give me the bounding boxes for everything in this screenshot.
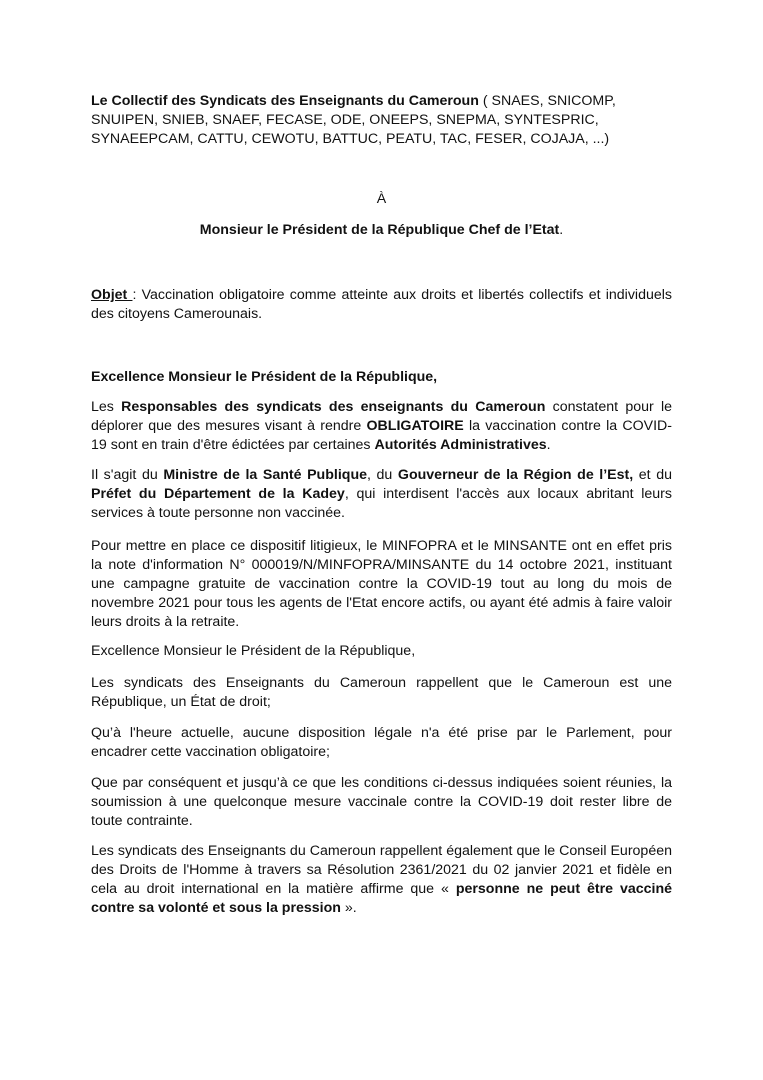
paragraph-6: Qu’à l'heure actuelle, aucune disposition légale n'a été prise par le Parlement, pour encadrer cette vaccination obligatoire; [91, 725, 672, 760]
p2-text-a: Il s'agit du [91, 467, 164, 483]
subject-line [91, 286, 672, 324]
p1-text-a: Les [91, 399, 122, 415]
p1-text-e: la vaccination contre la COVID-19 sont en train d'être édictées par certaines [91, 418, 672, 453]
p8-bold-quote: personne ne peut être vacciné contre sa volonté et sous la pression [91, 881, 673, 916]
paragraph-7: Que par conséquent et jusqu’à ce que les conditions ci-dessus indiquées soient réunies, la soumission à une quelconque mesure vaccinale contre la COVID-19 doit rester libre de toute contrainte. [91, 775, 672, 829]
paragraph-4: Excellence Monsieur le Président de la République, [91, 643, 416, 659]
p2-bold-d: Gouverneur de la Région de l’Est, [397, 467, 634, 483]
p2-text-g: , qui interdisent l'accès aux locaux abritant leurs services à toute personne non vaccinée. [91, 486, 673, 521]
subject-colon: : [132, 287, 137, 303]
recipient-title: Monsieur le Président de la République Chef de l’Etat [199, 222, 560, 238]
p2-bold-f: Préfet du Département de la Kadey [91, 486, 345, 502]
recipient-to: À [376, 191, 387, 207]
paragraph-2 [91, 466, 672, 523]
sender-header [91, 92, 672, 149]
paragraph-5: Les syndicats des Enseignants du Cameroun rappellent que le Cameroun est une République, un État de droit; [91, 675, 672, 710]
salutation-text: Excellence Monsieur le Président de la République, [91, 369, 438, 385]
paragraph-8 [91, 842, 672, 918]
p2-text-c: , du [367, 467, 398, 483]
p1-text-c: constatent pour le déplorer que des mesures visant à rendre [91, 399, 672, 434]
p2-bold-b: Ministre de la Santé Publique [163, 467, 368, 483]
p1-bold-d: OBLIGATOIRE [366, 418, 464, 434]
p2-text-e: et du [633, 467, 672, 483]
subject-label: Objet [91, 287, 133, 303]
p8-text-a: Les syndicats des Enseignants du Cameroun rappellent également que le Conseil Européen des Droits de l'Homme à travers sa Résolution 2361/2021 du 02 janvier 2021 et fidèle en cela au droit international en la matière affirme que « [91, 843, 672, 897]
recipient-period: . [559, 222, 564, 238]
sender-org-members: ( SNAES, SNICOMP, SNUIPEN, SNIEB, SNAEF, FECASE, ODE, ONEEPS, SNEPMA, SYNTESPRIC, SYNAEEPCAM, CATTU, CEWOTU, BATTUC, PEATU, TAC, FESER, COJAJA, ...) [91, 93, 616, 147]
paragraph-1 [91, 398, 672, 455]
p1-text-g: . [546, 437, 551, 453]
recipient-name [91, 221, 672, 240]
p1-bold-b: Responsables des syndicats des enseignants du Cameroun [121, 399, 546, 415]
p8-text-c: ». [340, 900, 357, 916]
salutation [91, 368, 672, 387]
sender-org-name: Le Collectif des Syndicats des Enseignants du Cameroun [91, 93, 479, 109]
subject-text: Vaccination obligatoire comme atteinte aux droits et libertés collectifs et individuels des citoyens Camerounais. [91, 287, 672, 322]
p1-bold-f: Autorités Administratives [374, 437, 547, 453]
paragraph-3: Pour mettre en place ce dispositif litigieux, le MINFOPRA et le MINSANTE ont en effet pris la note d'information N° 000019/N/MINFOPRA/MINSANTE du 14 octobre 2021, instituant une campagne gratuite de vaccination contre la COVID-19 tout au long du mois de novembre 2021 pour tous les agents de l'Etat encore actifs, ou ayant été admis à faire valoir leurs droits à la retraite. [91, 538, 672, 630]
